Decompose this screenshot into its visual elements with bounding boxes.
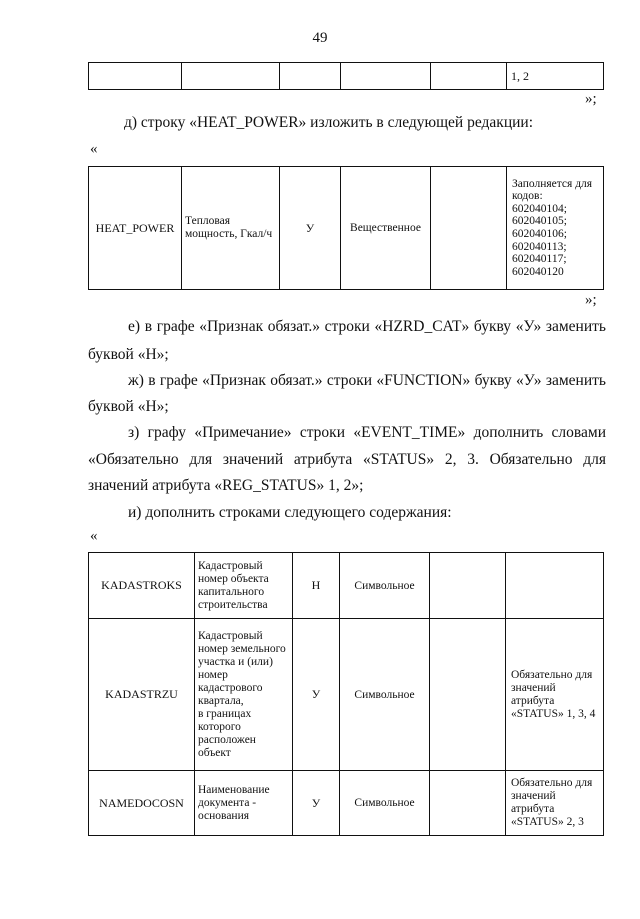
- empty-cell: [431, 167, 507, 290]
- heat-power-table: [88, 166, 604, 290]
- table-cell: [89, 63, 182, 90]
- table-cell: [431, 63, 507, 90]
- paragraph-z-line1: з) графу «Примечание» строки «EVENT_TIME» дополнить словами: [128, 424, 606, 441]
- description-cell: Наименование документа - основания: [195, 771, 293, 836]
- new-rows-table: [88, 552, 604, 836]
- empty-cell: [430, 619, 506, 771]
- table-row: [89, 63, 604, 90]
- code-cell: HEAT_POWER: [89, 167, 182, 290]
- table-row: [89, 553, 604, 619]
- empty-cell: [430, 771, 506, 836]
- closing-quote: »;: [585, 91, 597, 107]
- paragraph-i: и) дополнить строками следующего содержания:: [128, 504, 452, 521]
- note-cell: Обязательно для значений атрибута «STATUS» 2, 3: [506, 771, 604, 836]
- note-cell: Заполняется для кодов: 602040104; 602040105; 602040106; 602040113; 602040117; 602040120: [507, 167, 604, 290]
- type-cell: Вещественное: [341, 167, 431, 290]
- empty-cell: [430, 553, 506, 619]
- paragraph-zh-line2: буквой «Н»;: [88, 398, 169, 415]
- type-cell: Символьное: [340, 771, 430, 836]
- table-cell: 1, 2: [507, 63, 604, 90]
- table-row: [89, 619, 604, 771]
- opening-quote: «: [90, 528, 98, 544]
- paragraph-z-line2: «Обязательно для значений атрибута «STATUS» 2, 3. Обязательно для: [88, 451, 606, 468]
- continuation-table: [88, 62, 604, 90]
- type-cell: Символьное: [340, 619, 430, 771]
- note-cell: [506, 553, 604, 619]
- required-cell: У: [293, 619, 340, 771]
- page-number: 49: [312, 30, 328, 46]
- code-cell: NAMEDOCOSN: [89, 771, 195, 836]
- description-cell: Кадастровый номер земельного участка и (или) номер кадастрового квартала, в границах которого расположен объект: [195, 619, 293, 771]
- type-cell: Символьное: [340, 553, 430, 619]
- table-cell: [341, 63, 431, 90]
- required-cell: У: [280, 167, 341, 290]
- table-row: [89, 771, 604, 836]
- paragraph-e-line2: буквой «Н»;: [88, 346, 169, 363]
- table-row: [89, 167, 604, 290]
- note-cell: Обязательно для значений атрибута «STATUS» 1, 3, 4: [506, 619, 604, 771]
- opening-quote: «: [90, 141, 98, 157]
- table-cell: [280, 63, 341, 90]
- paragraph-zh-line1: ж) в графе «Признак обязат.» строки «FUNCTION» букву «У» заменить: [128, 372, 606, 389]
- table-cell: [182, 63, 280, 90]
- code-cell: KADASTROKS: [89, 553, 195, 619]
- closing-quote: »;: [585, 292, 597, 308]
- description-cell: Тепловая мощность, Гкал/ч: [182, 167, 280, 290]
- paragraph-d: д) строку «HEAT_POWER» изложить в следующей редакции:: [124, 114, 534, 131]
- description-cell: Кадастровый номер объекта капитального строительства: [195, 553, 293, 619]
- paragraph-z-line3: значений атрибута «REG_STATUS» 1, 2»;: [88, 477, 364, 494]
- code-cell: KADASTRZU: [89, 619, 195, 771]
- paragraph-e-line1: е) в графе «Признак обязат.» строки «HZRD_CAT» букву «У» заменить: [128, 318, 606, 335]
- required-cell: Н: [293, 553, 340, 619]
- required-cell: У: [293, 771, 340, 836]
